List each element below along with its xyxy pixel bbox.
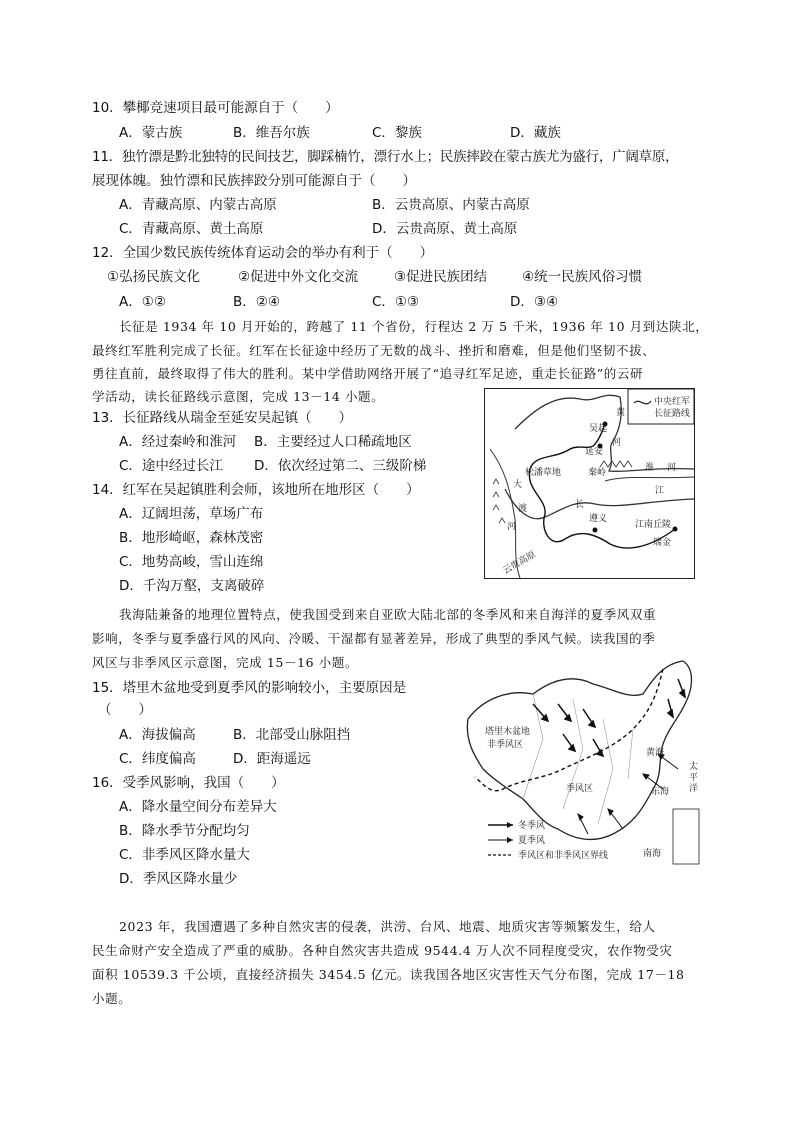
q11-option-a[interactable]: A．青藏高原、内蒙古高原 xyxy=(119,197,277,213)
q13-option-d[interactable]: D．依次经过第二、三级阶梯 xyxy=(254,458,427,474)
label-pacific-3: 洋 xyxy=(689,784,699,794)
label-zunyi: 遵义 xyxy=(589,514,608,524)
q15-stem-line1: 15．塔里木盆地受到夏季风的影响较小，主要原因是 xyxy=(92,680,407,696)
q12-item-3: ③促进民族团结 xyxy=(394,269,488,285)
q12-option-c[interactable]: C．①③ xyxy=(372,294,420,310)
longmarch-passage-line1: 长征是 1934 年 10 月开始的，跨越了 11 个省份，行程达 2 万 5 千米，1936 年 10 月到达陕北， xyxy=(119,319,709,334)
q16-option-a[interactable]: A．降水量空间分布差异大 xyxy=(119,799,277,815)
label-yanan: 延安 xyxy=(585,447,604,457)
q10-option-a[interactable]: A．蒙古族 xyxy=(119,125,183,141)
q16-stem: 16．受季风影响，我国（ ） xyxy=(92,775,285,791)
q15-option-a[interactable]: A．海拔偏高 xyxy=(119,727,196,743)
disaster-passage-line3: 面积 10539.3 千公顷，直接经济损失 3454.5 亿元。读我国各地区灾害性天气分布图，完成 17－18 xyxy=(92,967,685,982)
label-tarim: 塔里木盆地 xyxy=(485,727,531,737)
label-jiang: 江 xyxy=(655,486,665,496)
label-huang: 黄 xyxy=(616,408,626,418)
q15-option-d[interactable]: D．距海遥远 xyxy=(233,751,311,767)
q12-option-d[interactable]: D．③④ xyxy=(510,294,559,310)
q14-stem: 14．红军在吴起镇胜利会师，该地所在地形区（ ） xyxy=(92,482,420,498)
q13-stem: 13．长征路线从瑞金至延安吴起镇（ ） xyxy=(92,410,353,426)
q10-stem: 10．攀椰竞速项目最可能源自于（ ） xyxy=(92,100,339,116)
label-chang: 长 xyxy=(575,500,585,510)
q14-option-b[interactable]: B．地形崎岖，森林茂密 xyxy=(119,530,264,546)
q10-option-d[interactable]: D．藏族 xyxy=(510,125,561,141)
longmarch-passage-line4: 学活动，读长征路线示意图，完成 13－14 小题。 xyxy=(92,389,385,404)
label-da: 大 xyxy=(513,480,523,490)
q12-stem: 12．全国少数民族传统体育运动会的举办有利于（ ） xyxy=(92,245,434,261)
longmarch-passage-line3: 勇往直前，最终取得了伟大的胜利。某中学借助网络开展了“追寻红军足迹，重走长征路”的云研 xyxy=(92,366,644,381)
q12-item-2: ②促进中外文化交流 xyxy=(238,269,359,285)
q14-option-c[interactable]: C．地势高峻，雪山连绵 xyxy=(119,554,264,570)
q12-item-4: ④统一民族风俗习惯 xyxy=(522,269,643,285)
label-du: 渡 xyxy=(518,504,528,514)
monsoon-map xyxy=(463,659,700,865)
long-march-map xyxy=(484,388,695,579)
monsoon-passage-line3: 风区与非季风区示意图，完成 15－16 小题。 xyxy=(92,655,359,670)
q11-stem-line2: 展现体魄。独竹漂和民族摔跤分别可能源自于（ ） xyxy=(92,173,416,189)
q14-option-a[interactable]: A．辽阔坦荡，草场广布 xyxy=(119,506,264,522)
q11-option-d[interactable]: D．云贵高原、黄土高原 xyxy=(372,221,518,237)
label-monsoon-region: 季风区 xyxy=(566,784,594,794)
q12-item-1: ①弘扬民族文化 xyxy=(107,269,201,285)
legend-boundary: 季风区和非季风区界线 xyxy=(518,851,609,861)
q12-option-a[interactable]: A．①② xyxy=(119,294,166,310)
label-pacific-2: 平 xyxy=(689,773,699,783)
longmarch-passage-line2: 最终红军胜利完成了长征。红军在长征途中经历了无数的战斗、挫折和磨难，但是他们坚韧不拔、 xyxy=(92,343,656,358)
q16-option-c[interactable]: C．非季风区降水量大 xyxy=(119,847,250,863)
label-yungui: 云贵高原 xyxy=(501,549,538,577)
q10-option-c[interactable]: C．黎族 xyxy=(372,125,422,141)
monsoon-passage-line2: 影响，冬季与夏季盛行风的风向、冷暖、干湿都有显著差异，形成了典型的季风气候。读我国的季 xyxy=(92,631,656,646)
label-donghai: 东海 xyxy=(651,787,670,797)
south-china-sea-inset xyxy=(673,809,699,864)
label-huai: 淮 xyxy=(645,463,655,473)
q13-option-b[interactable]: B．主要经过人口稀疏地区 xyxy=(254,434,412,450)
legend-winter: 冬季风 xyxy=(518,821,546,831)
label-nanhai: 南海 xyxy=(643,849,662,859)
q11-stem-line1: 11．独竹漂是黔北独特的民间技艺，脚踩楠竹，漂行水上；民族摔跤在蒙古族尤为盛行，广阔草原， xyxy=(92,149,679,165)
snow-mountains xyxy=(493,479,505,523)
label-songpan: 松潘草地 xyxy=(525,468,562,478)
label-jiangnan: 江南丘陵 xyxy=(635,520,672,530)
q11-option-c[interactable]: C．青藏高原、黄土高原 xyxy=(119,221,264,237)
q16-option-b[interactable]: B．降水季节分配均匀 xyxy=(119,823,250,839)
q10-option-b[interactable]: B．维吾尔族 xyxy=(233,125,310,141)
dadu-river xyxy=(490,449,523,578)
q12-option-b[interactable]: B．②④ xyxy=(233,294,280,310)
q15-stem-line2: （ ） xyxy=(98,702,152,718)
q11-option-b[interactable]: B．云贵高原、内蒙古高原 xyxy=(372,197,530,213)
disaster-passage-line2: 民生命财产安全造成了严重的威胁。各种自然灾害共造成 9544.4 万人次不同程度受灾，农作物受灾 xyxy=(92,943,673,958)
label-qinling: 秦岭 xyxy=(588,468,607,478)
label-huanghai: 黄海 xyxy=(646,748,665,758)
label-ruijin: 瑞金 xyxy=(653,538,672,548)
label-he2: 河 xyxy=(667,463,677,473)
q13-option-a[interactable]: A．经过秦岭和淮河 xyxy=(119,434,237,450)
huai-river xyxy=(605,477,694,481)
zunyi-dot xyxy=(593,528,598,533)
monsoon-passage-line1: 我海陆兼备的地理位置特点，使我国受到来自亚欧大陆北部的冬季风和来自海洋的夏季风双重 xyxy=(119,607,657,622)
q13-option-c[interactable]: C．途中经过长江 xyxy=(119,458,223,474)
q15-option-c[interactable]: C．纬度偏高 xyxy=(119,751,196,767)
q15-option-b[interactable]: B．北部受山脉阻挡 xyxy=(233,727,351,743)
label-he: 河 xyxy=(612,438,622,448)
legend-line2: 长征路线 xyxy=(654,409,691,419)
q16-option-d[interactable]: D．季风区降水量少 xyxy=(119,871,238,887)
disaster-passage-line4: 小题。 xyxy=(92,991,132,1006)
label-pacific-1: 太 xyxy=(689,762,699,772)
label-he3: 河 xyxy=(507,522,517,532)
disaster-passage-line1: 2023 年，我国遭遇了多种自然灾害的侵袭，洪涝、台风、地震、地质灾害等频繁发生，给人 xyxy=(119,919,656,934)
legend-line1: 中央红军 xyxy=(654,397,691,407)
legend-summer: 夏季风 xyxy=(518,836,546,846)
qinling-mountains xyxy=(600,461,632,467)
q14-option-d[interactable]: D．千沟万壑，支离破碎 xyxy=(119,578,265,594)
label-non-monsoon: 非季风区 xyxy=(487,740,524,750)
label-wuqi: 吴起 xyxy=(589,424,608,434)
ruijin-dot xyxy=(673,527,678,532)
